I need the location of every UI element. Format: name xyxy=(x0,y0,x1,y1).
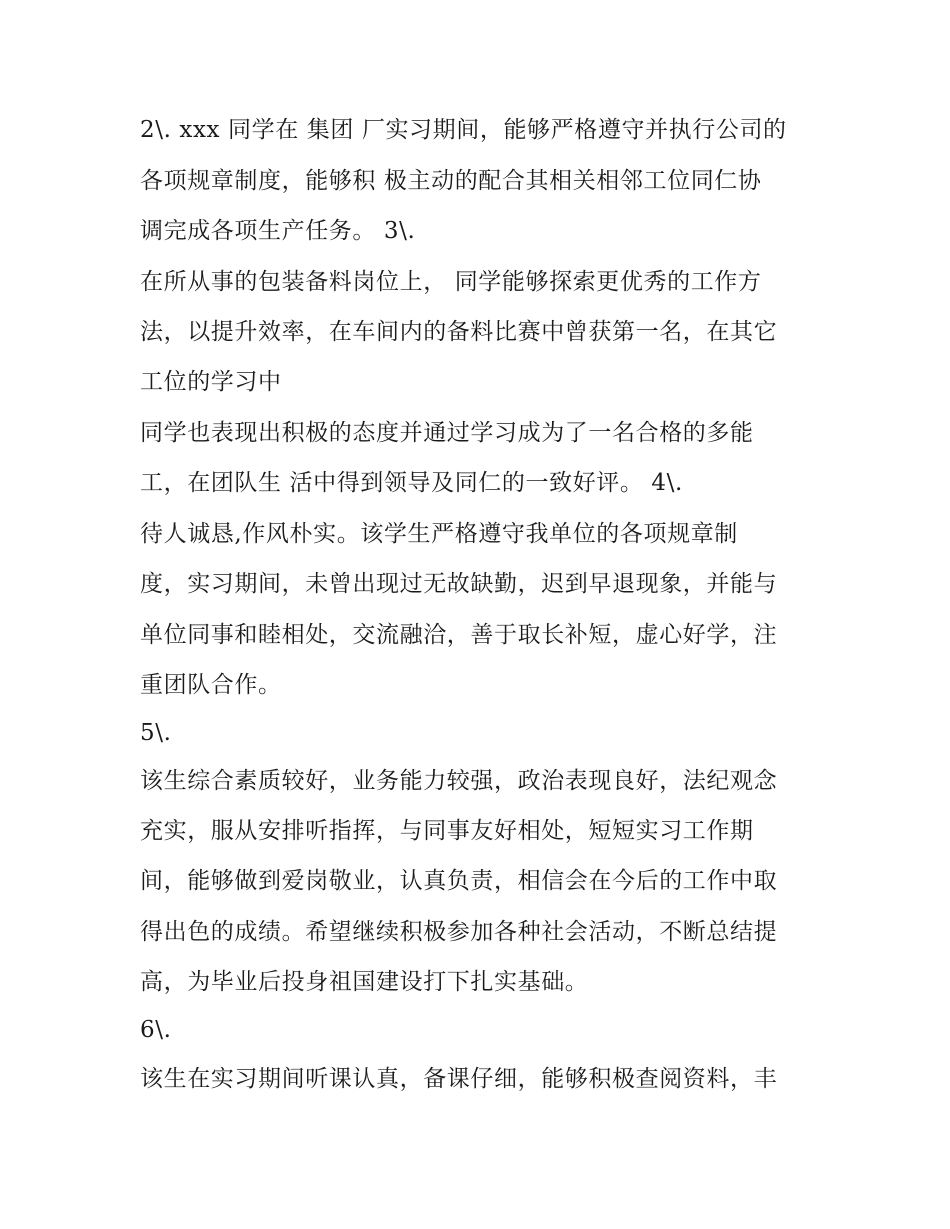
text-line: 间，能够做到爱岗敬业，认真负责，相信会在今后的工作中取 xyxy=(140,868,778,894)
text-line: 法，以提升效率，在车间内的备料比赛中曾获第一名，在其它 xyxy=(140,319,778,345)
text-line: 调完成各项生产任务。 3\. xyxy=(140,218,416,244)
text-line: 在所从事的包装备料岗位上， 同学能够探索更优秀的工作方 xyxy=(140,269,762,295)
text-line: 该生在实习期间听课认真，备课仔细，能够积极查阅资料，丰 xyxy=(140,1066,778,1092)
text-line: 重团队合作。 xyxy=(140,672,282,698)
text-line: 待人诚恳,作风朴实。该学生严格遵守我单位的各项规章制 xyxy=(140,521,738,547)
text-line: 2\. xxx 同学在 集团 厂实习期间，能够严格遵守并执行公司的 xyxy=(140,117,787,143)
text-line: 高，为毕业后投身祖国建设打下扎实基础。 xyxy=(140,969,589,995)
text-line: 5\. xyxy=(140,720,172,746)
text-line: 充实，服从安排听指挥，与同事友好相处，短短实习工作期 xyxy=(140,818,754,844)
text-line: 6\. xyxy=(140,1017,172,1043)
text-line: 单位同事和睦相处，交流融洽，善于取长补短，虚心好学，注 xyxy=(140,622,778,648)
text-line: 同学也表现出积极的态度并通过学习成为了一名合格的多能 xyxy=(140,420,754,446)
text-line: 度，实习期间，未曾出现过无故缺勤，迟到早退现象，并能与 xyxy=(140,571,778,597)
text-line: 各项规章制度，能够积 极主动的配合其相关相邻工位同仁协 xyxy=(140,168,762,194)
text-line: 工位的学习中 xyxy=(140,369,282,395)
text-line: 得出色的成绩。希望继续积极参加各种社会活动，不断总结提 xyxy=(140,919,778,945)
text-line: 该生综合素质较好，业务能力较强，政治表现良好，法纪观念 xyxy=(140,768,778,794)
text-line: 工，在团队生 活中得到领导及同仁的一致好评。 4\. xyxy=(140,470,683,496)
